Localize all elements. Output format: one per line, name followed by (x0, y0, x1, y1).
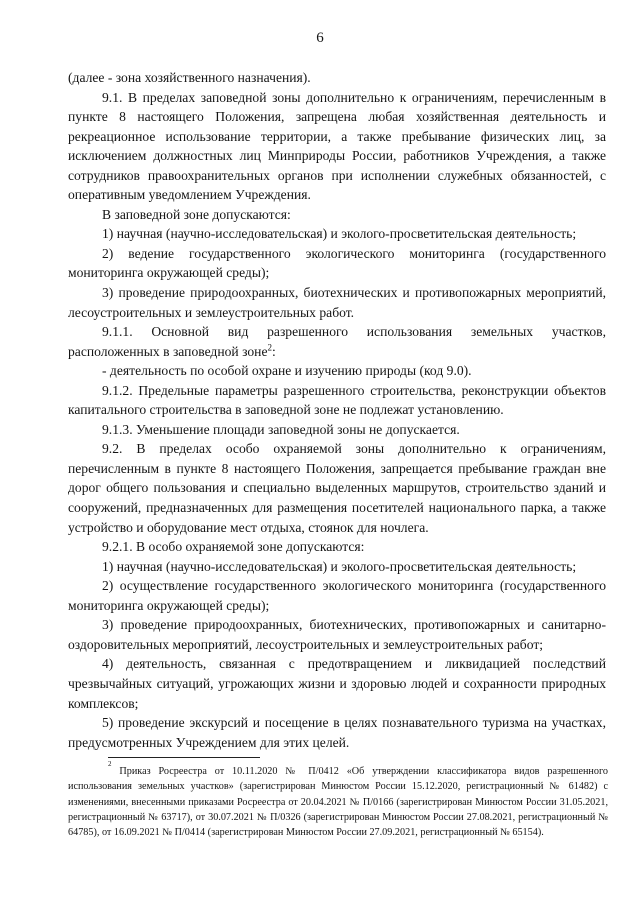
footnote-reference-suffix: : (272, 343, 276, 359)
list-item-monitoring: 2) ведение государственного экологического мониторинга (государственного мониторинга окружающей среды); (68, 245, 606, 281)
footnote-text: Приказ Росреестра от 10.11.2020 № П/0412 «Об утверждении классификатора видов разрешенного использования земельных участков» (зарегистрирован Минюстом России 15.12.2020, регистрационный № 61482) с изменениями, внесенными приказами Росреестра от 20.04.2021 № П/0166 (зарегистрирован Минюстом России 31.05.2021, регистрационный № 63717), от 30.07.2021 № П/0326 (зарегистрирован Минюстом России 27.08.2021, регистрационный № 64785), от 16.09.2021 № П/0414 (зарегистрирован Минюстом России 27.09.2021, регистрационный № 65154). (68, 766, 608, 839)
footnote (68, 760, 608, 840)
paragraph-9-1-3: 9.1.3. Уменьшение площади заповедной зоны не допускается. (102, 421, 460, 437)
footnote-mark: 2 (108, 760, 112, 768)
paragraph-9-1-2: 9.1.2. Предельные параметры разрешенного строительства, реконструкции объектов капитального строительства в заповедной зоне не подлежат установлению. (68, 382, 606, 418)
list-item-conservation-2: 3) проведение природоохранных, биотехнических, противопожарных и санитарно-оздоровительных мероприятий, лесоустроительных и землеустроительных работ; (68, 617, 606, 652)
footnote-divider (108, 757, 260, 758)
paragraph-9-2-1: 9.2.1. В особо охраняемой зоне допускаются: (102, 539, 365, 555)
main-text (68, 68, 606, 752)
list-item-emergency: 4) деятельность, связанная с предотвращением и ликвидацией последствий чрезвычайных ситуаций, угрожающих жизни и здоровью людей и сохранности природных комплексов; (68, 656, 606, 711)
list-item-scientific-2: 1) научная (научно-исследовательская) и эколого-просветительская деятельность; (102, 558, 577, 574)
paragraph-9-1-1 (68, 322, 606, 361)
list-item-conservation: 3) проведение природоохранных, биотехнических и противопожарных мероприятий, лесоустроительных и землеустроительных работ. (68, 285, 606, 320)
paragraph-9-1-1-text: 9.1.1. Основной вид разрешенного использования земельных участков, расположенных в заповедной зоне (68, 324, 606, 359)
paragraph-continuation: (далее - зона хозяйственного назначения). (68, 70, 311, 85)
paragraph-9-1: 9.1. В пределах заповедной зоны дополнительно к ограничениям, перечисленным в пункте 8 настоящего Положения, запрещена любая хозяйственная деятельность и рекреационное использование территории, а также пребывание физических лиц, за исключением должностных лиц Минприроды России, работников Учреждения, а также сотрудников правоохранительных органов при исполнении служебных обязанностей, с оперативным уведомлением Учреждения. (68, 89, 606, 203)
paragraph-reserve-zone-allowed: В заповедной зоне допускаются: (102, 206, 291, 222)
page-number: 6 (316, 30, 324, 46)
footnote-reference: 2 (267, 342, 272, 353)
paragraph-9-2: 9.2. В пределах особо охраняемой зоны дополнительно к ограничениям, перечисленным в пункте 8 настоящего Положения, запрещается пребывание граждан вне дорог общего пользования и специально выделенных маршрутов, строительство зданий и сооружений, предназначенных для размещения посетителей национального парка, а также устройство и оборудование мест отдыха, стоянок для ночлега. (68, 441, 606, 535)
list-item-scientific: 1) научная (научно-исследовательская) и эколого-просветительская деятельность; (102, 226, 577, 242)
list-item-monitoring-2: 2) осуществление государственного экологического мониторинга (государственного мониторинга окружающей среды); (68, 578, 606, 613)
list-item-excursions: 5) проведение экскурсий и посещение в целях познавательного туризма на участках, предусмотренных Учреждением для этих целей. (68, 715, 606, 750)
list-item-protection-activity: - деятельность по особой охране и изучению природы (код 9.0). (102, 363, 472, 379)
